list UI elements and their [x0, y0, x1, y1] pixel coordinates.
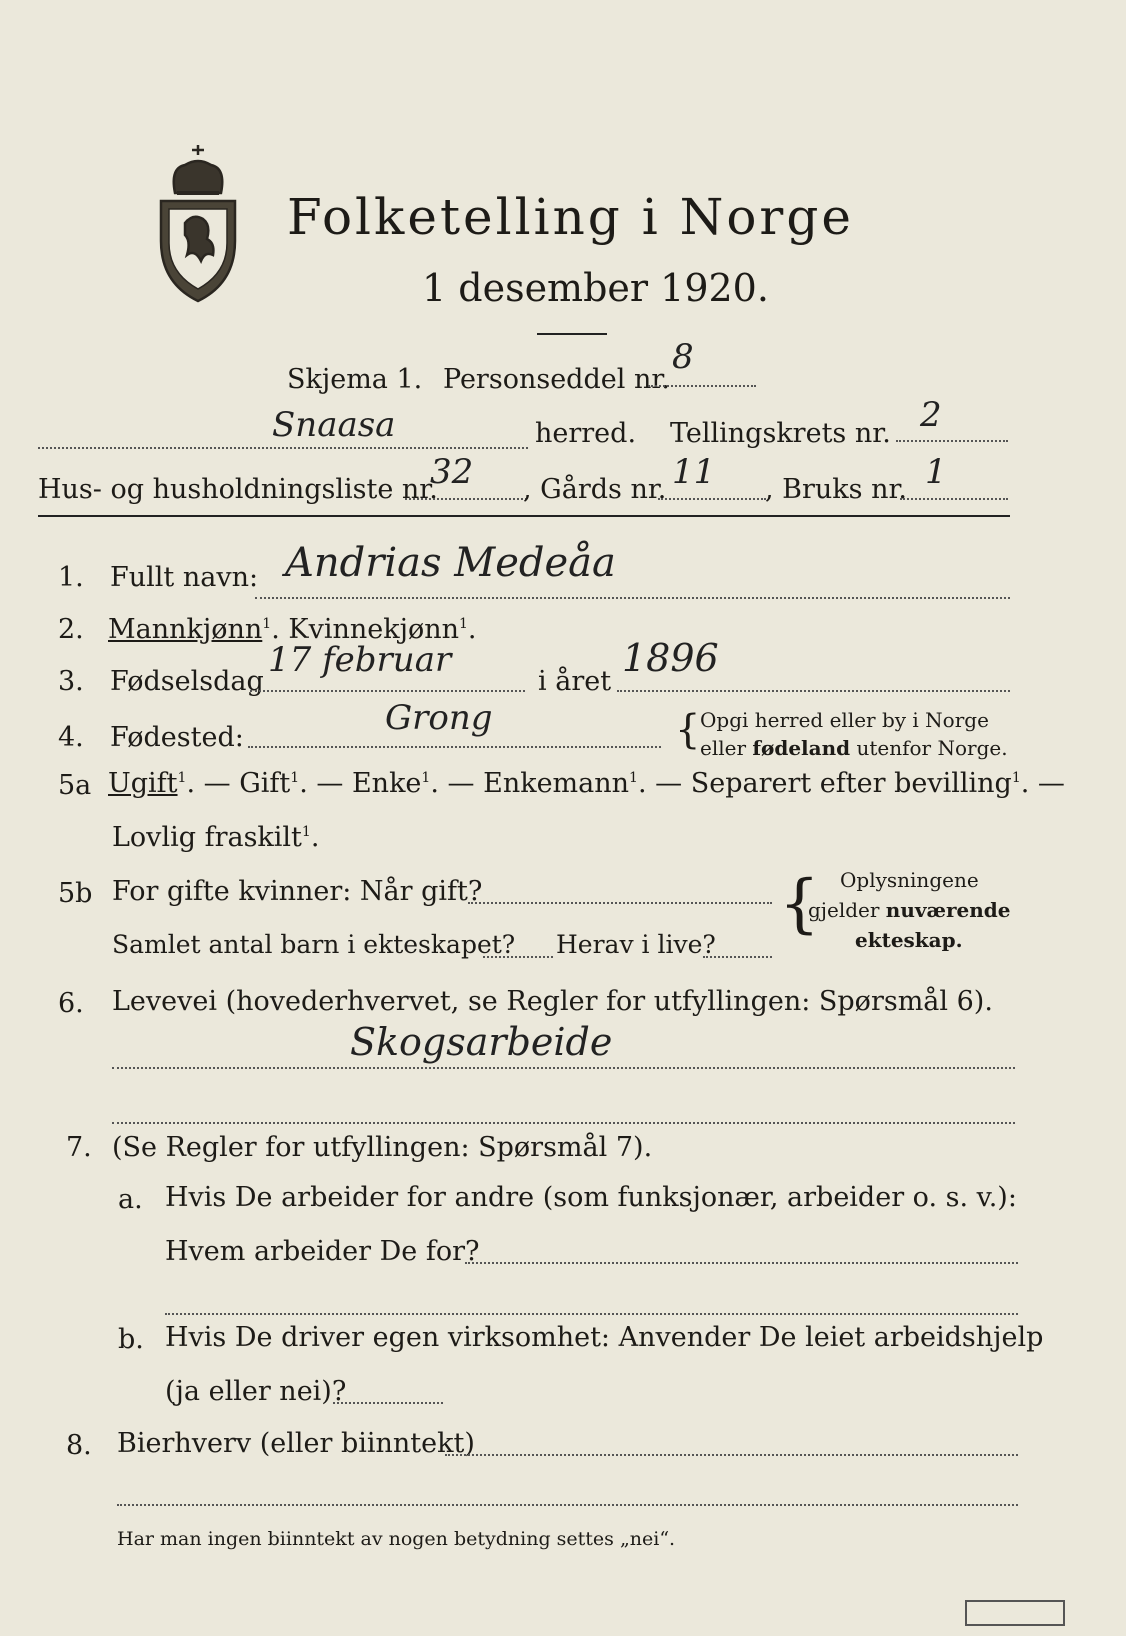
q1-number: 1.: [58, 562, 84, 593]
skjema-label: Skjema 1.: [287, 364, 423, 395]
bruks-label: , Bruks nr.: [765, 474, 908, 505]
q3-aret-label: i året: [538, 666, 612, 697]
q7b-text: Hvis De driver egen virksomhet: Anvender De leiet arbeidshjelp: [165, 1322, 1044, 1353]
q8-number: 8.: [66, 1430, 92, 1461]
q5b-nargift-line: [468, 902, 772, 904]
q7a-line-1: [465, 1262, 1018, 1264]
option-separator: .: [467, 614, 477, 645]
tellingskrets-label: Tellingskrets nr.: [670, 418, 891, 449]
q3-aret-line: [617, 690, 1010, 692]
hus-label: Hus- og husholdningsliste nr.: [38, 474, 438, 505]
option-separert[interactable]: — Separert efter bevilling: [655, 768, 1012, 799]
q8-line-2: [117, 1504, 1018, 1506]
q5b-note-1: Oplysningene: [840, 868, 979, 892]
option-separator: .: [430, 768, 439, 799]
q6-value[interactable]: Skogsarbeide: [350, 1020, 613, 1064]
q4-number: 4.: [58, 722, 84, 753]
herred-value[interactable]: Snaasa: [272, 405, 396, 445]
bruks-value[interactable]: 1: [925, 452, 947, 492]
title-divider: [537, 333, 607, 335]
herred-line: [38, 447, 528, 449]
footnote-mark: 1: [1011, 770, 1021, 786]
personseddel-value[interactable]: 8: [672, 337, 694, 377]
q7b-letter: b.: [118, 1324, 144, 1355]
q4-note-1: Opgi herred eller by i Norge: [700, 708, 989, 732]
q5b-barn-label: Samlet antal barn i ekteskapet?: [112, 930, 516, 959]
footnote-mark: 1: [290, 770, 300, 786]
footnote-mark: 1: [262, 616, 272, 632]
footnote-mark: 1: [301, 824, 311, 840]
option-separator: .: [186, 768, 196, 799]
q2-number: 2.: [58, 614, 84, 645]
q6-line-2: [112, 1122, 1015, 1124]
note-bold: nuværende: [885, 898, 1011, 922]
footnote-mark: 1: [459, 616, 468, 632]
herred-label: herred.: [535, 418, 637, 449]
q5b-number: 5b: [58, 878, 93, 909]
footnote-mark: 1: [629, 770, 638, 786]
personseddel-line: [648, 385, 756, 387]
q1-value[interactable]: Andrias Medeåa: [285, 540, 616, 586]
footer-note: Har man ingen biinntekt av nogen betydning settes „nei“.: [117, 1528, 676, 1550]
q8-label: Bierhverv (eller biinntekt): [117, 1428, 475, 1459]
q3-value[interactable]: 17 februar: [268, 640, 452, 680]
q3-label: Fødselsdag: [110, 666, 264, 697]
q5b-label: For gifte kvinner: Når gift?: [112, 876, 483, 907]
q5a-number: 5a: [58, 770, 92, 801]
q6-label: Levevei (hovederhvervet, se Regler for utfyllingen: Spørsmål 6).: [112, 986, 993, 1017]
q7-number: 7.: [66, 1132, 92, 1163]
option-separator: .: [637, 768, 647, 799]
q8-line-1: [445, 1454, 1018, 1456]
option-gift[interactable]: — Gift: [203, 768, 291, 799]
tellingskrets-line: [896, 440, 1008, 442]
q4-brace: {: [675, 707, 701, 753]
q7a-text: Hvis De arbeider for andre (som funksjonær, arbeider o. s. v.):: [165, 1182, 1017, 1213]
note-bold: fødeland: [752, 736, 851, 760]
option-separator: .: [271, 614, 280, 645]
bruks-line: [900, 498, 1008, 500]
q5b-note-2: [808, 898, 1011, 922]
gards-value[interactable]: 11: [672, 452, 716, 492]
gards-line: [658, 498, 766, 500]
q5b-ilive-line: [703, 956, 772, 958]
option-fraskilt[interactable]: Lovlig fraskilt: [112, 822, 302, 853]
q5a-options: [108, 768, 1065, 799]
q7a-question: Hvem arbeider De for?: [165, 1236, 480, 1267]
printer-stamp: [965, 1600, 1065, 1626]
q7a-line-2: [165, 1313, 1018, 1315]
q4-value[interactable]: Grong: [385, 698, 493, 738]
q4-label: Fødested:: [110, 722, 244, 753]
note-text: utenfor Norge.: [850, 736, 1008, 760]
q1-label: Fullt navn:: [110, 562, 259, 593]
q4-note-2: [700, 736, 1008, 760]
q7a-letter: a.: [118, 1184, 143, 1215]
q5b-barn-line: [483, 956, 553, 958]
census-date: 1 desember 1920.: [422, 266, 769, 310]
option-separator: .: [310, 822, 320, 853]
footnote-mark: 1: [177, 770, 187, 786]
form-title: Folketelling i Norge: [287, 188, 854, 246]
q7-label: (Se Regler for utfyllingen: Spørsmål 7).: [112, 1132, 653, 1163]
q5b-note-3: ekteskap.: [855, 928, 963, 952]
option-separator: .: [299, 768, 308, 799]
q3-line: [250, 690, 525, 692]
q6-line-1: [112, 1067, 1015, 1069]
option-enke[interactable]: — Enke: [316, 768, 422, 799]
q3-aret-value[interactable]: 1896: [622, 636, 719, 680]
personseddel-label: Personseddel nr.: [443, 364, 670, 395]
q7b-line: [333, 1402, 443, 1404]
option-separator: . —: [1020, 768, 1065, 799]
q1-line: [255, 597, 1010, 599]
option-mannkjonn[interactable]: Mannkjønn: [108, 614, 263, 645]
q5b-ilive-label: Herav i live?: [556, 930, 716, 959]
q5b-brace: {: [779, 867, 820, 941]
q3-number: 3.: [58, 666, 84, 697]
q7b-question: (ja eller nei)?: [165, 1376, 347, 1407]
note-text: eller: [700, 736, 753, 760]
option-ugift[interactable]: Ugift: [108, 768, 178, 799]
hus-line: [405, 498, 527, 500]
section-divider: [38, 515, 1010, 517]
q4-line: [248, 746, 661, 748]
gards-label: , Gårds nr.: [523, 474, 667, 505]
q5a-fraskilt: [112, 822, 319, 853]
q6-number: 6.: [58, 988, 84, 1019]
note-text: gjelder: [808, 898, 886, 922]
option-enkemann[interactable]: — Enkemann: [447, 768, 630, 799]
tellingskrets-value[interactable]: 2: [920, 395, 942, 435]
hus-value[interactable]: 32: [430, 452, 474, 492]
option-kvinnekjonn[interactable]: Kvinnekjønn: [288, 614, 459, 645]
coat-of-arms-icon: [155, 143, 241, 303]
footnote-mark: 1: [421, 770, 431, 786]
